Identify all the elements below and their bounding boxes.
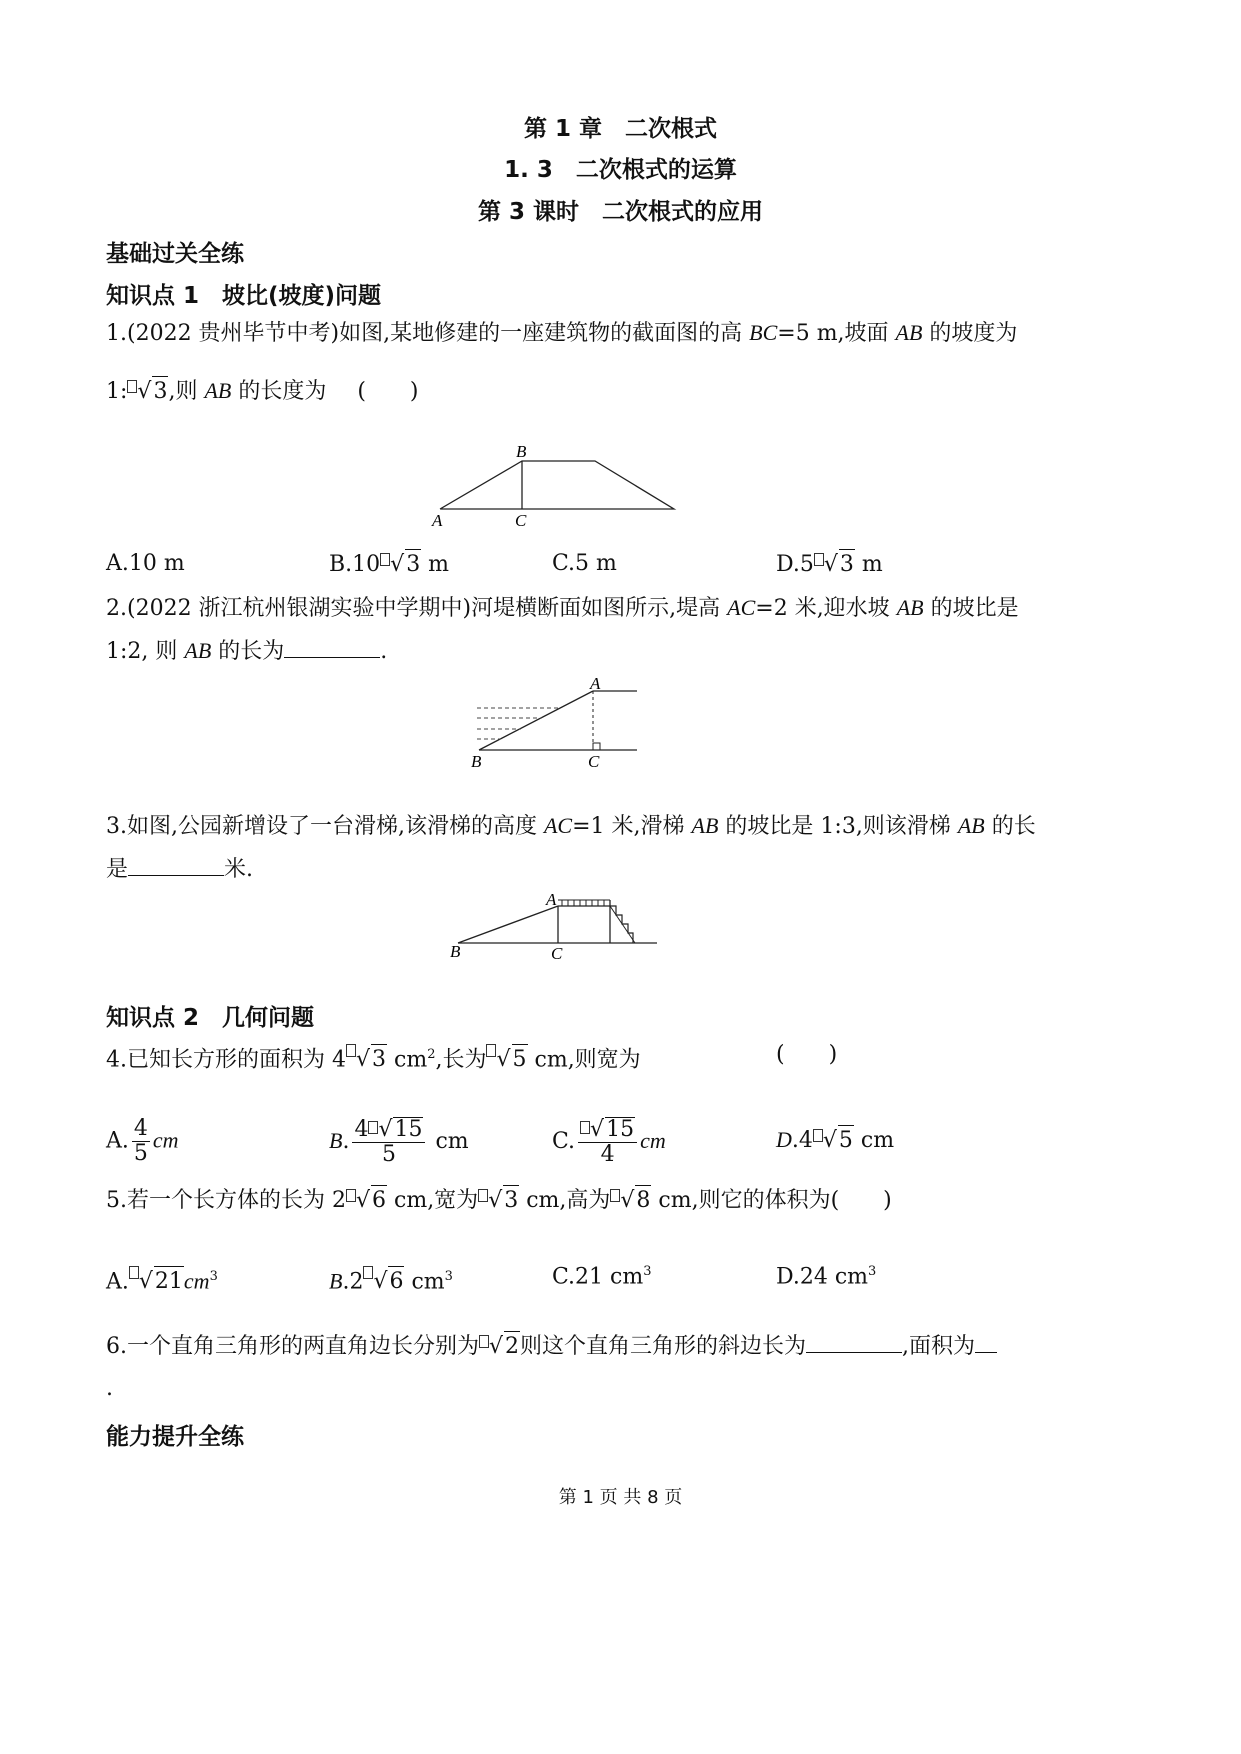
- q6-hypotenuse-blank[interactable]: [806, 1334, 902, 1353]
- q2-dam-figure: [465, 672, 645, 772]
- missing-glyph-icon: [127, 380, 137, 393]
- sqrt-icon: [378, 1117, 392, 1142]
- sqrt-icon: [496, 1047, 510, 1072]
- missing-glyph-icon: [380, 553, 390, 566]
- lesson-title: 第 3 课时 二次根式的应用: [477, 199, 764, 225]
- sqrt-icon: [489, 1334, 503, 1359]
- missing-glyph-icon: [129, 1266, 139, 1279]
- missing-glyph-icon: [479, 1335, 489, 1348]
- q3-label-c: C: [551, 944, 563, 963]
- q2-label-a: A: [590, 674, 601, 693]
- sqrt-icon: [590, 1117, 604, 1142]
- sqrt-icon: [390, 552, 404, 577]
- q2-answer-blank[interactable]: [284, 639, 380, 658]
- missing-glyph-icon: [346, 1189, 356, 1202]
- q4-option-c[interactable]: C. √ $\frac{15}{4}$ cm: [552, 1117, 666, 1167]
- q3-label-b: B: [450, 942, 461, 961]
- q1-option-d[interactable]: D.5√ 3 m: [776, 549, 883, 580]
- sqrt-icon: [356, 1047, 370, 1072]
- section-title: 1. 3 二次根式的运算: [504, 157, 737, 183]
- sqrt-icon: [824, 552, 838, 577]
- missing-glyph-icon: [580, 1121, 590, 1134]
- q1-line2: 1:√ 3,则 AB 的长度为 ( ): [106, 376, 419, 407]
- q1-option-a[interactable]: A.10 m: [106, 551, 185, 576]
- q3-slide-figure: [440, 888, 665, 968]
- missing-glyph-icon: [486, 1044, 496, 1057]
- q5-option-a[interactable]: A.√ $21cm^3$: [106, 1262, 218, 1297]
- q6-area-blank[interactable]: [975, 1334, 997, 1353]
- q2-line1: 2.(2022 浙江杭州银湖实验中学期中)河堤横断面如图所示,堤高 AC=2 米,迎水坡 AB 的坡比是: [106, 595, 1019, 621]
- missing-glyph-icon: [478, 1189, 488, 1202]
- missing-glyph-icon: [814, 553, 824, 566]
- q1-option-c[interactable]: C.5 m: [552, 551, 617, 576]
- sqrt-icon: [139, 1269, 153, 1294]
- q4-option-b[interactable]: B. $\frac{4√ 15}{5}$ cm: [329, 1117, 469, 1167]
- q4-option-d[interactable]: D.4√ 5 cm: [776, 1125, 894, 1156]
- q1-option-b[interactable]: B.10√ 3 m: [329, 549, 449, 580]
- q1-trapezoid-figure: [420, 440, 690, 535]
- sqrt-icon: [137, 379, 151, 404]
- part1-title: 基础过关全练: [106, 241, 244, 267]
- kp1-title: 知识点 1 坡比(坡度)问题: [106, 283, 382, 309]
- q4-stem: 4.已知长方形的面积为 4√ 3 $cm^2$,长为√ 5 cm,则宽为: [106, 1040, 641, 1075]
- q5-option-c[interactable]: C.21 $cm^3$: [552, 1264, 652, 1290]
- q3-line2: 是 米.: [106, 857, 254, 882]
- missing-glyph-icon: [346, 1044, 356, 1057]
- sqrt-icon: [488, 1188, 502, 1213]
- q6-line1: 6.一个直角三角形的两直角边长分别为√ 2则这个直角三角形的斜边长为 ,面积为: [106, 1331, 997, 1362]
- part2-title: 能力提升全练: [106, 1424, 244, 1450]
- missing-glyph-icon: [610, 1189, 620, 1202]
- q4-answer-paren: ( ): [776, 1042, 838, 1067]
- q4-option-a[interactable]: A. $\frac{4}{5}$ cm: [106, 1116, 179, 1166]
- kp2-title: 知识点 2 几何问题: [106, 1005, 315, 1031]
- q1-line1: 1.(2022 贵州毕节中考)如图,某地修建的一座建筑物的截面图的高 BC=5 m,坡面 AB 的坡度为: [106, 320, 1018, 346]
- q2-label-b: B: [471, 752, 482, 771]
- sqrt-icon: [620, 1188, 634, 1213]
- q2-line2: 1:2, 则 AB 的长为 .: [106, 638, 388, 664]
- q1-label-c: C: [515, 511, 527, 530]
- q5-stem: 5.若一个长方体的长为 2√ 6 cm,宽为√ 3 cm,高为√ 8 cm,则它的体积为( ): [106, 1185, 892, 1216]
- q1-label-a: A: [432, 511, 443, 530]
- q3-line1: 3.如图,公园新增设了一台滑梯,该滑梯的高度 AC=1 米,滑梯 AB 的坡比是 1:3,则该滑梯 AB 的长: [106, 813, 1036, 839]
- q2-label-c: C: [588, 752, 600, 771]
- missing-glyph-icon: [813, 1129, 823, 1142]
- q1-label-b: B: [516, 442, 527, 461]
- page-footer: 第 1 页 共 8 页: [558, 1487, 683, 1508]
- chapter-title: 第 1 章 二次根式: [523, 116, 718, 142]
- q3-label-a: A: [546, 890, 557, 909]
- sqrt-icon: [373, 1269, 387, 1294]
- sqrt-icon: [356, 1188, 370, 1213]
- q5-option-d[interactable]: D.24 $cm^3$: [776, 1264, 877, 1290]
- q1-answer-paren: ( ): [357, 379, 419, 404]
- q6-line2: .: [106, 1376, 113, 1401]
- q3-answer-blank[interactable]: [128, 857, 224, 876]
- missing-glyph-icon: [368, 1121, 378, 1134]
- missing-glyph-icon: [363, 1266, 373, 1279]
- q5-option-b[interactable]: B.2√ 6 $cm^3$: [329, 1262, 453, 1297]
- sqrt-icon: [823, 1128, 837, 1153]
